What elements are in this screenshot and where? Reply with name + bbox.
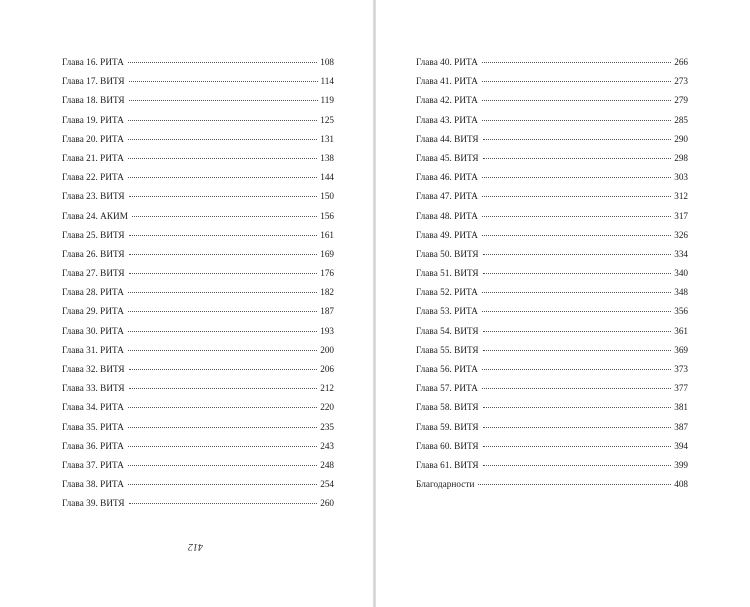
toc-entry-page: 161 — [320, 229, 334, 240]
toc-leader-dots — [483, 465, 672, 466]
toc-entry-title: Глава 38. РИТА — [62, 479, 124, 490]
toc-entry — [62, 379, 334, 398]
toc-entry-page: 212 — [320, 383, 334, 394]
toc-entry — [416, 475, 688, 494]
toc-entry — [416, 72, 688, 91]
toc-entry-title: Глава 45. ВИТЯ — [416, 152, 479, 163]
toc-entry — [416, 168, 688, 187]
toc-entry — [62, 245, 334, 264]
toc-entry-page: 235 — [320, 421, 334, 432]
toc-entry-title: Глава 49. РИТА — [416, 229, 478, 240]
toc-leader-dots — [128, 292, 317, 293]
toc-entry-page: 193 — [320, 325, 334, 336]
toc-entry — [416, 456, 688, 475]
toc-entry — [416, 264, 688, 283]
toc-entry-title: Глава 55. ВИТЯ — [416, 344, 479, 355]
toc-leader-dots — [129, 235, 318, 236]
toc-entry-page: 200 — [320, 344, 334, 355]
toc-entry — [416, 283, 688, 302]
toc-entry-title: Глава 30. РИТА — [62, 325, 124, 336]
toc-leader-dots — [482, 292, 671, 293]
toc-entry-page: 114 — [320, 76, 334, 87]
toc-entry — [416, 418, 688, 437]
toc-entry-title: Глава 52. РИТА — [416, 287, 478, 298]
toc-entry-page: 187 — [320, 306, 334, 317]
toc-entry — [416, 53, 688, 72]
toc-entry-page: 290 — [674, 133, 688, 144]
toc-entry-title: Глава 43. РИТА — [416, 114, 478, 125]
toc-leader-dots — [482, 81, 671, 82]
toc-entry — [62, 360, 334, 379]
toc-leader-dots — [128, 62, 317, 63]
toc-entry-title: Глава 20. РИТА — [62, 133, 124, 144]
toc-entry-page: 182 — [320, 287, 334, 298]
toc-entry-page: 317 — [674, 210, 688, 221]
toc-entry — [416, 226, 688, 245]
toc-entry-page: 144 — [320, 172, 334, 183]
toc-entry — [416, 111, 688, 130]
toc-entry-page: 248 — [320, 459, 334, 470]
toc-entry — [416, 245, 688, 264]
toc-leader-dots — [128, 427, 317, 428]
toc-entry — [62, 456, 334, 475]
toc-entry-page: 108 — [320, 57, 334, 67]
toc-entry-title: Глава 23. ВИТЯ — [62, 191, 125, 202]
toc-entry-page: 119 — [320, 95, 334, 106]
toc-entry-title: Глава 56. РИТА — [416, 364, 478, 374]
toc-leader-dots — [128, 407, 317, 408]
toc-entry — [62, 187, 334, 206]
toc-entry-title: Глава 32. ВИТЯ — [62, 364, 125, 374]
toc-entry-title: Глава 34. РИТА — [62, 402, 124, 413]
toc-entry-title: Глава 25. ВИТЯ — [62, 229, 125, 240]
toc-list-right — [416, 53, 688, 494]
toc-entry-page: 361 — [674, 325, 688, 336]
toc-entry-title: Глава 59. ВИТЯ — [416, 421, 479, 432]
toc-entry-page: 125 — [320, 114, 334, 125]
toc-entry-page: 312 — [674, 191, 688, 202]
toc-entry — [416, 360, 688, 379]
toc-entry-title: Глава 29. РИТА — [62, 306, 124, 317]
toc-entry-title: Глава 22. РИТА — [62, 172, 124, 183]
left-page — [0, 0, 374, 607]
toc-leader-dots — [129, 369, 318, 370]
toc-entry-title: Глава 54. ВИТЯ — [416, 325, 479, 336]
toc-entry-page: 303 — [674, 172, 688, 183]
toc-entry-title: Глава 36. РИТА — [62, 440, 124, 451]
toc-list-left — [62, 53, 334, 514]
toc-leader-dots — [482, 311, 671, 312]
toc-entry-title: Глава 50. ВИТЯ — [416, 248, 479, 259]
toc-entry-page: 348 — [674, 287, 688, 298]
toc-entry-page: 326 — [674, 229, 688, 240]
toc-leader-dots — [128, 331, 317, 332]
toc-entry-page: 156 — [320, 210, 334, 221]
toc-entry-title: Глава 39. ВИТЯ — [62, 498, 125, 509]
toc-entry — [62, 130, 334, 149]
toc-entry-page: 131 — [320, 133, 334, 144]
toc-entry-title: Глава 51. ВИТЯ — [416, 268, 479, 279]
toc-leader-dots — [129, 81, 318, 82]
toc-entry — [416, 207, 688, 226]
toc-entry-title: Глава 17. ВИТЯ — [62, 76, 125, 87]
toc-entry — [62, 168, 334, 187]
toc-entry-title: Глава 46. РИТА — [416, 172, 478, 183]
toc-entry-page: 273 — [674, 76, 688, 87]
toc-entry-title: Глава 33. ВИТЯ — [62, 383, 125, 394]
toc-entry-page: 176 — [320, 268, 334, 279]
toc-entry — [416, 302, 688, 321]
toc-entry-title: Глава 41. РИТА — [416, 76, 478, 87]
toc-entry — [416, 91, 688, 110]
toc-entry — [62, 207, 334, 226]
toc-leader-dots — [483, 331, 672, 332]
toc-entry-page: 260 — [320, 498, 334, 509]
toc-entry — [62, 283, 334, 302]
toc-entry-page: 373 — [674, 364, 688, 374]
toc-entry — [416, 341, 688, 360]
toc-leader-dots — [129, 503, 318, 504]
toc-entry — [62, 226, 334, 245]
toc-leader-dots — [482, 369, 671, 370]
toc-entry-page: 356 — [674, 306, 688, 317]
toc-leader-dots — [132, 216, 317, 217]
toc-entry-page: 150 — [320, 191, 334, 202]
toc-leader-dots — [483, 427, 672, 428]
toc-entry — [416, 322, 688, 341]
toc-leader-dots — [128, 139, 317, 140]
toc-entry-page: 381 — [674, 402, 688, 413]
page-number: 412 — [188, 541, 203, 552]
toc-entry — [416, 130, 688, 149]
toc-entry-page: 369 — [674, 344, 688, 355]
toc-entry — [62, 398, 334, 417]
toc-entry-title: Глава 16. РИТА — [62, 57, 124, 67]
toc-entry — [62, 302, 334, 321]
toc-entry-title: Глава 24. АКИМ — [62, 210, 128, 221]
toc-entry-title: Глава 26. ВИТЯ — [62, 248, 125, 259]
toc-leader-dots — [128, 120, 317, 121]
toc-entry-title: Глава 60. ВИТЯ — [416, 440, 479, 451]
toc-entry-title: Глава 57. РИТА — [416, 383, 478, 394]
toc-entry — [62, 111, 334, 130]
toc-leader-dots — [129, 196, 318, 197]
toc-entry — [416, 149, 688, 168]
toc-leader-dots — [482, 388, 671, 389]
toc-leader-dots — [483, 350, 672, 351]
toc-leader-dots — [482, 177, 671, 178]
toc-entry-page: 279 — [674, 95, 688, 106]
toc-entry-title: Глава 44. ВИТЯ — [416, 133, 479, 144]
toc-entry — [62, 475, 334, 494]
toc-entry — [62, 149, 334, 168]
toc-leader-dots — [483, 446, 672, 447]
toc-entry — [62, 494, 334, 513]
toc-leader-dots — [128, 350, 317, 351]
toc-entry-title: Глава 28. РИТА — [62, 287, 124, 298]
toc-leader-dots — [128, 465, 317, 466]
toc-entry-title: Глава 40. РИТА — [416, 57, 478, 67]
toc-entry-page: 298 — [674, 152, 688, 163]
toc-entry — [416, 379, 688, 398]
toc-entry-page: 408 — [674, 479, 688, 490]
toc-leader-dots — [483, 139, 672, 140]
toc-entry — [62, 72, 334, 91]
toc-entry-page: 206 — [320, 364, 334, 374]
toc-leader-dots — [483, 407, 672, 408]
toc-entry — [62, 322, 334, 341]
toc-entry-page: 387 — [674, 421, 688, 432]
toc-entry-title: Глава 37. РИТА — [62, 459, 124, 470]
toc-entry — [416, 187, 688, 206]
toc-entry-title: Глава 53. РИТА — [416, 306, 478, 317]
right-page — [376, 0, 750, 607]
toc-entry-title: Глава 42. РИТА — [416, 95, 478, 106]
toc-entry-title: Глава 19. РИТА — [62, 114, 124, 125]
toc-leader-dots — [478, 484, 671, 485]
toc-entry-title: Глава 58. ВИТЯ — [416, 402, 479, 413]
toc-entry-title: Глава 61. ВИТЯ — [416, 459, 479, 470]
toc-entry-page: 334 — [674, 248, 688, 259]
toc-entry-title: Благодарности — [416, 479, 475, 490]
toc-leader-dots — [128, 311, 317, 312]
toc-entry-page: 220 — [320, 402, 334, 413]
toc-leader-dots — [128, 446, 317, 447]
toc-entry-page: 399 — [674, 459, 688, 470]
toc-entry-page: 169 — [320, 248, 334, 259]
toc-entry-title: Глава 27. ВИТЯ — [62, 268, 125, 279]
toc-leader-dots — [128, 158, 317, 159]
toc-entry — [62, 437, 334, 456]
toc-entry-title: Глава 31. РИТА — [62, 344, 124, 355]
toc-leader-dots — [483, 158, 672, 159]
toc-entry-page: 377 — [674, 383, 688, 394]
toc-entry-page: 243 — [320, 440, 334, 451]
toc-leader-dots — [483, 273, 672, 274]
toc-leader-dots — [482, 235, 671, 236]
toc-leader-dots — [482, 196, 671, 197]
toc-leader-dots — [129, 388, 318, 389]
toc-entry — [62, 341, 334, 360]
toc-entry-page: 138 — [320, 152, 334, 163]
toc-leader-dots — [128, 484, 317, 485]
toc-entry — [62, 264, 334, 283]
toc-entry-title: Глава 18. ВИТЯ — [62, 95, 125, 106]
toc-leader-dots — [482, 100, 671, 101]
toc-entry — [62, 53, 334, 72]
toc-leader-dots — [128, 177, 317, 178]
toc-entry-page: 394 — [674, 440, 688, 451]
toc-entry — [62, 418, 334, 437]
toc-leader-dots — [129, 254, 318, 255]
toc-entry — [62, 91, 334, 110]
toc-entry-page: 340 — [674, 268, 688, 279]
toc-leader-dots — [482, 120, 671, 121]
toc-entry — [416, 437, 688, 456]
toc-entry — [416, 398, 688, 417]
toc-leader-dots — [129, 273, 318, 274]
toc-entry-page: 285 — [674, 114, 688, 125]
toc-leader-dots — [129, 100, 318, 101]
toc-entry-title: Глава 21. РИТА — [62, 152, 124, 163]
toc-leader-dots — [482, 216, 671, 217]
toc-entry-title: Глава 48. РИТА — [416, 210, 478, 221]
toc-entry-title: Глава 47. РИТА — [416, 191, 478, 202]
toc-leader-dots — [483, 254, 672, 255]
toc-entry-title: Глава 35. РИТА — [62, 421, 124, 432]
toc-entry-page: 254 — [320, 479, 334, 490]
toc-entry-page: 266 — [674, 57, 688, 67]
toc-leader-dots — [482, 62, 671, 63]
